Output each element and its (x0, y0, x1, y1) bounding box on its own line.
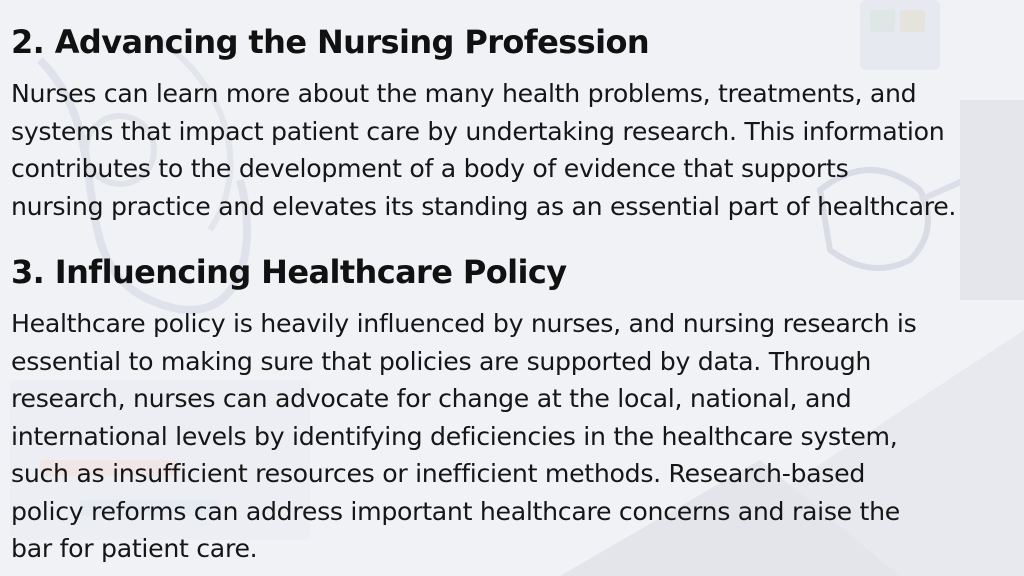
text-line: contributes to the development of a body of evidence that supports (11, 154, 849, 183)
text-line: international levels by identifying deficiencies in the healthcare system, (11, 421, 898, 451)
text-line: Healthcare policy is heavily influenced by nurses, and nursing research is (11, 309, 917, 338)
text-line: essential to making sure that policies are supported by data. Through (11, 346, 872, 376)
section-title-nursing-profession: 2. Advancing the Nursing Profession (11, 23, 650, 61)
text-line: nursing practice and elevates its standing as an essential part of healthcare. (11, 191, 957, 221)
text-line: research, nurses can advocate for change at the local, national, and (11, 384, 852, 413)
section-body-healthcare-policy (11, 305, 1016, 568)
text-line: policy reforms can address important healthcare concerns and raise the (11, 496, 900, 526)
section-body-nursing-profession (11, 75, 1016, 225)
text-line: systems that impact patient care by undertaking research. This information (11, 116, 945, 146)
text-line: such as insufficient resources or inefficient methods. Research-based (11, 459, 866, 488)
text-line: Nurses can learn more about the many health problems, treatments, and (11, 79, 917, 108)
section-title-healthcare-policy: 3. Influencing Healthcare Policy (11, 253, 567, 291)
text-line: bar for patient care. (11, 534, 258, 563)
